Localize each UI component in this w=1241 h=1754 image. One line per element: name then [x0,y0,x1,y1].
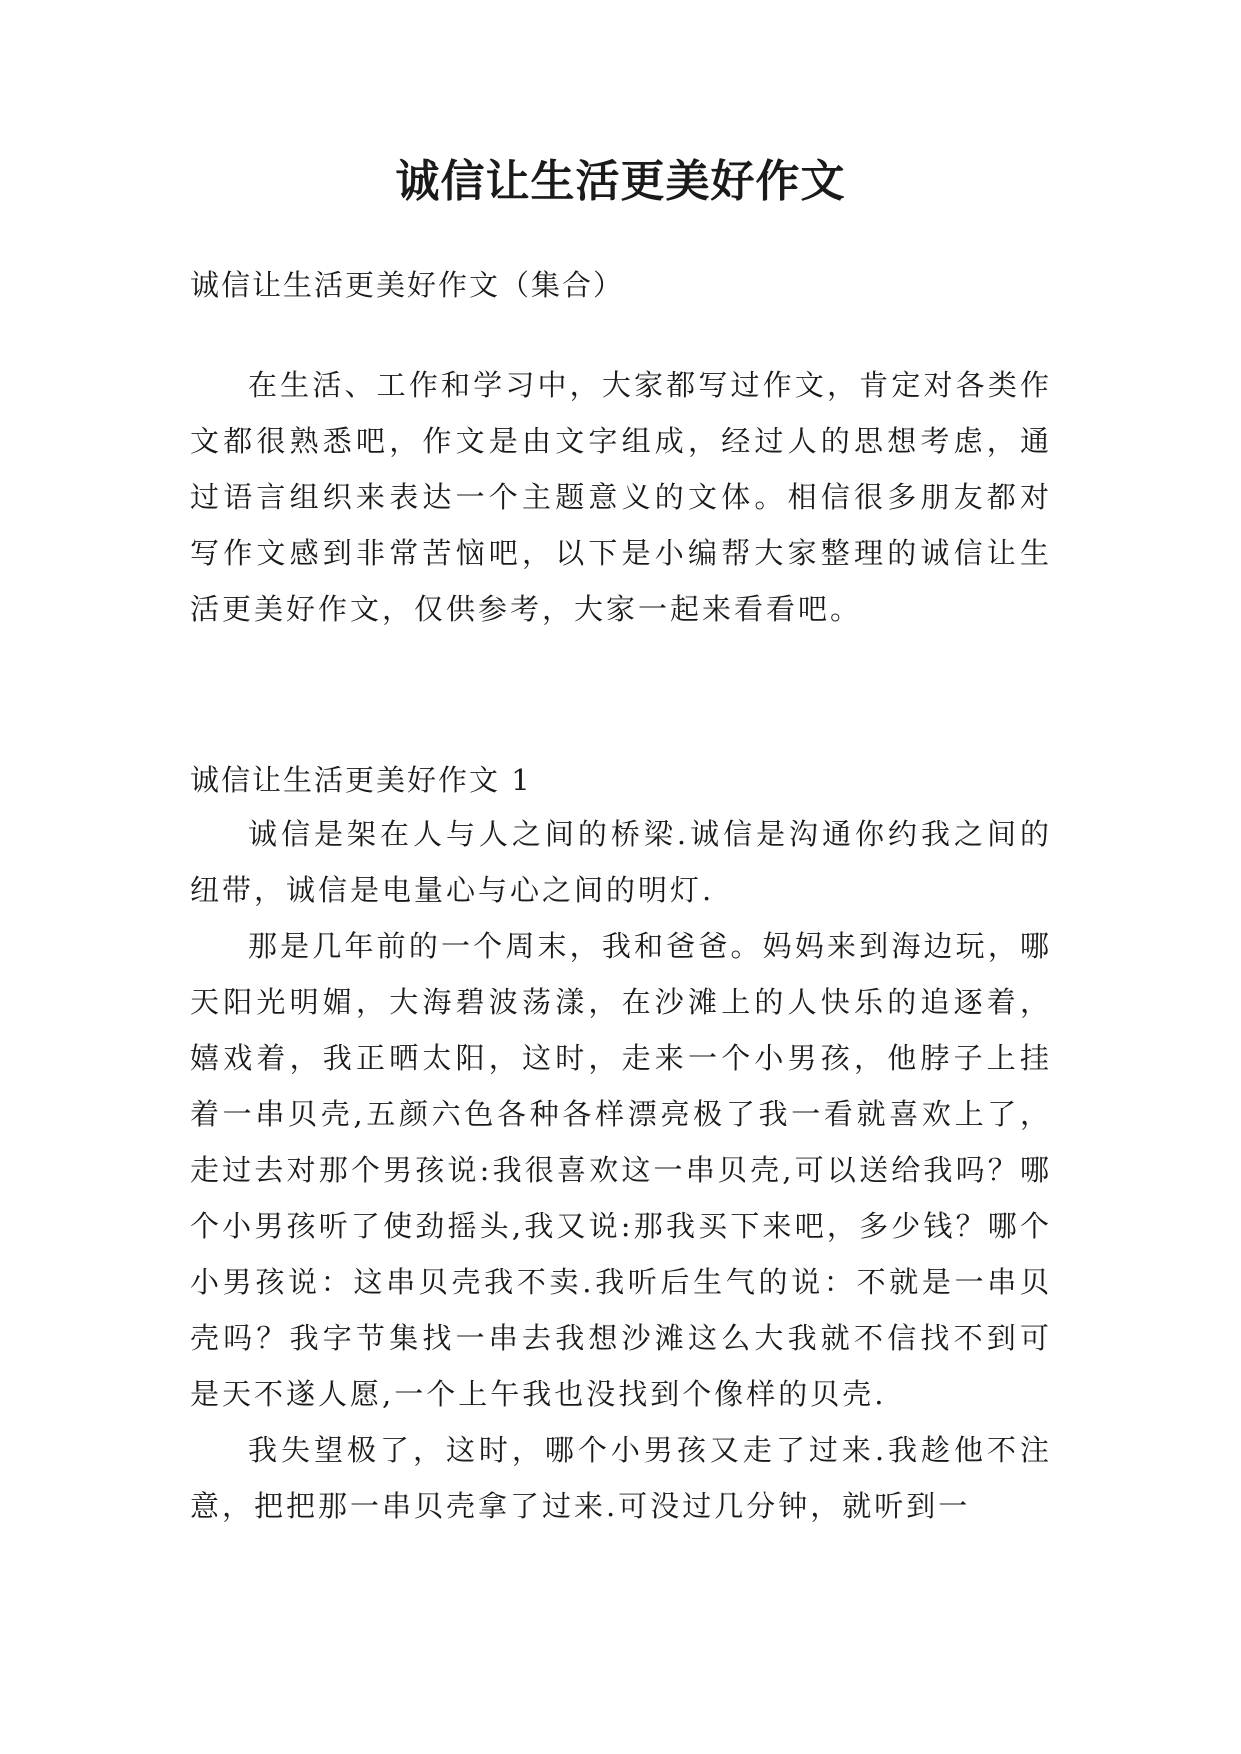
essay-paragraph-3: 我失望极了，这时，哪个小男孩又走了过来.我趁他不注意，把把那一串贝壳拿了过来.可没过几分钟，就听到一 [190,1433,1052,1523]
intro-block [190,357,1052,637]
document-subtitle: 诚信让生活更美好作文（集合） [190,268,625,302]
essay-paragraph-1: 诚信是架在人与人之间的桥梁.诚信是沟通你约我之间的纽带，诚信是电量心与心之间的明灯. [190,817,1052,907]
document-title: 诚信让生活更美好作文 [395,156,846,207]
section-heading: 诚信让生活更美好作文 1 [190,763,532,797]
essay-paragraph-2: 那是几年前的一个周末，我和爸爸。妈妈来到海边玩，哪天阳光明媚，大海碧波荡漾，在沙滩上的人快乐的追逐着，嬉戏着，我正晒太阳，这时，走来一个小男孩，他脖子上挂着一串贝壳,五颜六色各种各样漂亮极了我一看就喜欢上了，走过去对那个男孩说:我很喜欢这一串贝壳,可以送给我吗？哪个小男孩听了使劲摇头,我又说:那我买下来吧，多少钱？哪个小男孩说：这串贝壳我不卖.我听后生气的说：不就是一串贝壳吗？我字节集找一串去我想沙滩这么大我就不信找不到可是天不遂人愿,一个上午我也没找到个像样的贝壳. [190,929,1052,1411]
essay-body [190,806,1052,1534]
intro-paragraph: 在生活、工作和学习中，大家都写过作文，肯定对各类作文都很熟悉吧，作文是由文字组成，经过人的思想考虑，通过语言组织来表达一个主题意义的文体。相信很多朋友都对写作文感到非常苦恼吧，以下是小编帮大家整理的诚信让生活更美好作文，仅供参考，大家一起来看看吧。 [190,368,1052,626]
